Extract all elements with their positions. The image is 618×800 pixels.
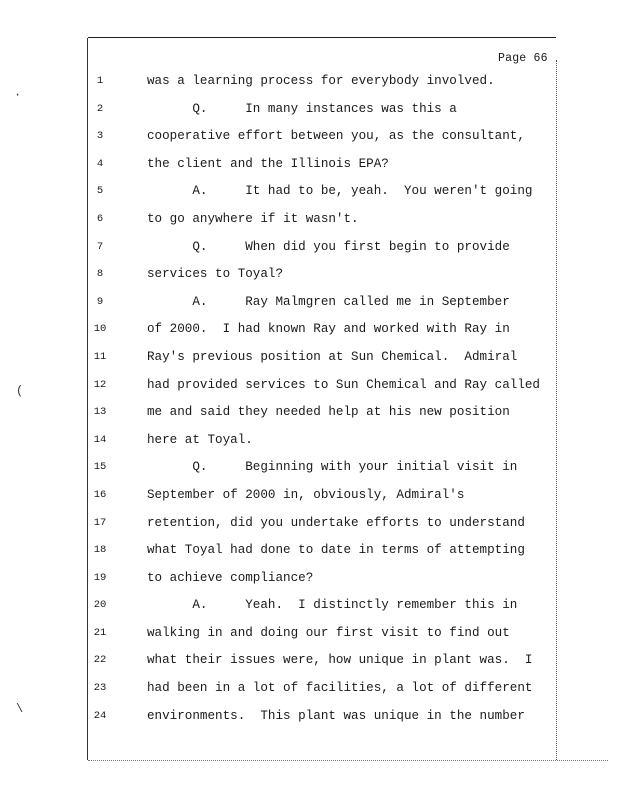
- transcript-lines: [0, 68, 618, 730]
- line-number: 13: [93, 406, 107, 419]
- line-number: 20: [93, 599, 107, 612]
- line-text: A. Yeah. I distinctly remember this in: [147, 598, 518, 613]
- transcript-line: [0, 454, 618, 482]
- line-number: 15: [93, 461, 107, 474]
- line-text: services to Toyal?: [147, 267, 284, 282]
- scan-speck: \: [16, 702, 24, 716]
- transcript-line: [0, 316, 618, 344]
- transcript-line: [0, 261, 618, 289]
- line-text: cooperative effort between you, as the consultant,: [147, 129, 525, 144]
- line-number: 3: [96, 130, 104, 143]
- line-text: walking in and doing our first visit to find out: [147, 625, 510, 640]
- line-number: 21: [93, 626, 107, 639]
- transcript-line: [0, 68, 618, 96]
- transcript-line: [0, 620, 618, 648]
- transcript-line: [0, 234, 618, 262]
- line-text: what their issues were, how unique in plant was. I: [147, 653, 533, 668]
- line-text: the client and the Illinois EPA?: [147, 156, 389, 171]
- line-number: 12: [93, 378, 107, 391]
- line-number: 14: [93, 433, 107, 446]
- line-number: 11: [93, 350, 107, 363]
- transcript-line: [0, 482, 618, 510]
- line-text: retention, did you undertake efforts to understand: [147, 515, 525, 530]
- transcript-line: [0, 537, 618, 565]
- transcript-line: [0, 592, 618, 620]
- line-text: had been in a lot of facilities, a lot of different: [147, 681, 533, 696]
- page-number: Page 66: [498, 52, 548, 65]
- line-number: 1: [96, 75, 104, 87]
- line-text: to achieve compliance?: [147, 570, 314, 585]
- transcript-line: [0, 178, 618, 206]
- line-text: was a learning process for everybody involved.: [147, 74, 495, 88]
- scan-speck: (: [16, 384, 24, 398]
- line-text: here at Toyal.: [147, 432, 253, 447]
- transcript-line: [0, 510, 618, 538]
- line-text: what Toyal had done to date in terms of attempting: [147, 543, 525, 558]
- line-text: Q. In many instances was this a: [147, 101, 457, 116]
- transcript-line: [0, 675, 618, 703]
- line-text: environments. This plant was unique in the number: [147, 708, 525, 723]
- top-rule: [88, 37, 556, 38]
- transcript-line: [0, 344, 618, 372]
- transcript-line: [0, 289, 618, 317]
- line-number: 6: [96, 212, 104, 225]
- line-number: 18: [93, 544, 107, 557]
- line-text: had provided services to Sun Chemical and Ray called: [147, 377, 540, 392]
- line-number: 17: [93, 516, 107, 529]
- transcript-line: [0, 96, 618, 124]
- transcript-line: [0, 123, 618, 151]
- line-text: Q. Beginning with your initial visit in: [147, 460, 518, 475]
- line-number: 4: [96, 157, 104, 170]
- transcript-line: [0, 399, 618, 427]
- line-text: of 2000. I had known Ray and worked with Ray in: [147, 322, 510, 337]
- line-text: A. It had to be, yeah. You weren't going: [147, 184, 533, 199]
- line-number: 5: [96, 185, 104, 198]
- line-number: 16: [93, 488, 107, 501]
- line-text: me and said they needed help at his new position: [147, 405, 510, 420]
- scan-speck: ·: [14, 88, 22, 102]
- line-number: 19: [93, 571, 107, 584]
- transcript-line: [0, 151, 618, 179]
- line-number: 9: [96, 295, 104, 308]
- bottom-scan-noise: [88, 760, 608, 761]
- line-number: 8: [96, 268, 104, 281]
- transcript-line: [0, 372, 618, 400]
- line-number: 2: [96, 102, 104, 115]
- line-text: September of 2000 in, obviously, Admiral's: [147, 487, 465, 502]
- transcript-line: [0, 206, 618, 234]
- transcript-line: [0, 647, 618, 675]
- line-number: 23: [93, 682, 107, 695]
- transcript-line: [0, 565, 618, 593]
- transcript-line: [0, 703, 618, 731]
- line-text: A. Ray Malmgren called me in September: [147, 294, 510, 309]
- line-number: 24: [93, 709, 107, 722]
- line-number: 7: [96, 240, 104, 253]
- transcript-line: [0, 427, 618, 455]
- line-number: 10: [93, 323, 107, 336]
- line-text: Q. When did you first begin to provide: [147, 239, 510, 254]
- line-text: to go anywhere if it wasn't.: [147, 211, 359, 226]
- line-text: Ray's previous position at Sun Chemical. Admiral: [147, 349, 518, 364]
- line-number: 22: [93, 654, 107, 667]
